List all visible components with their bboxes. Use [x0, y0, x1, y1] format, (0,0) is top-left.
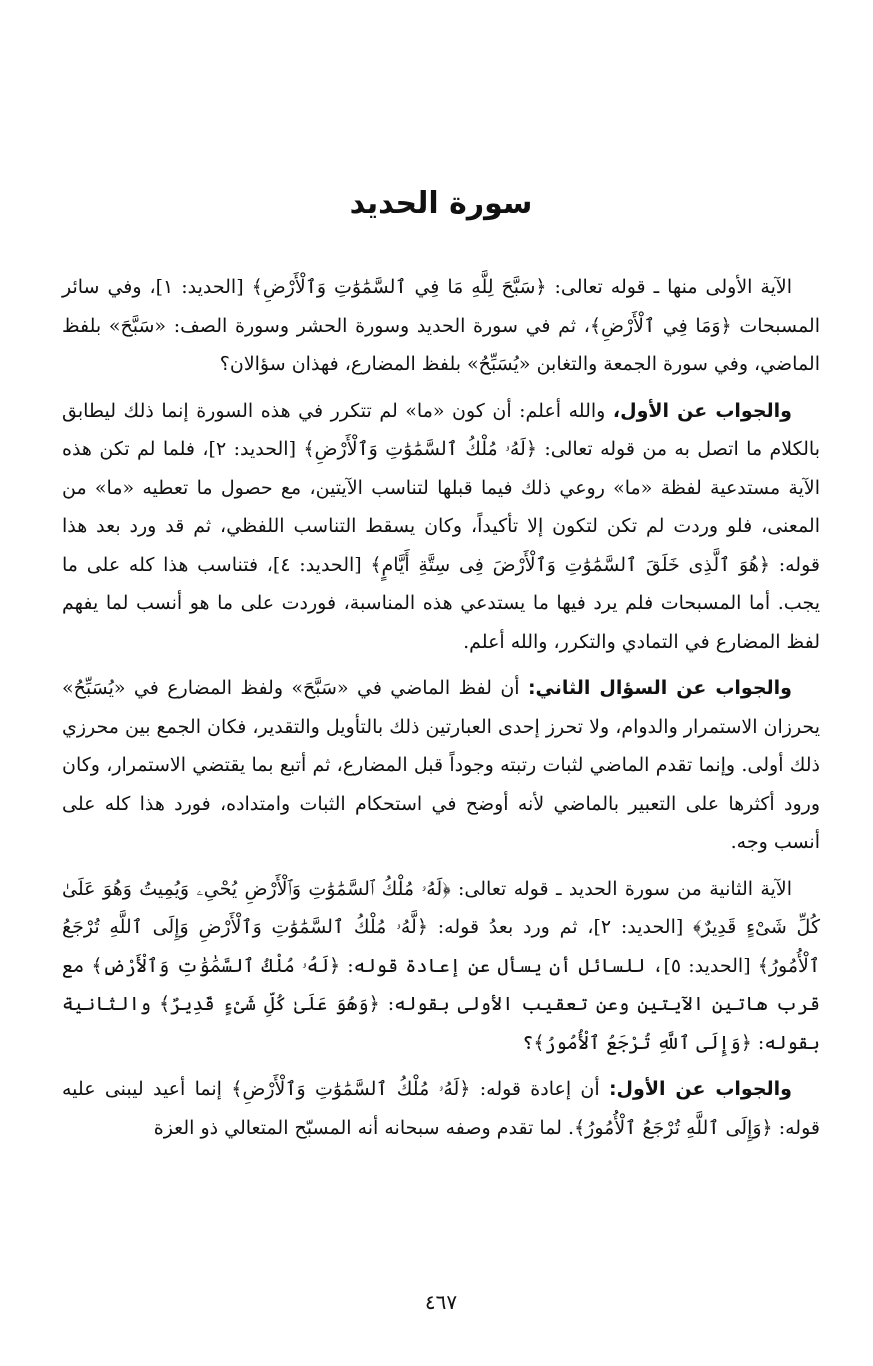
- page-number: ٤٦٧: [424, 1290, 458, 1314]
- document-page: [62, 0, 820, 1366]
- paragraph-5-lead: والجواب عن الأول:: [608, 1078, 792, 1100]
- paragraph-2-lead: والجواب عن الأول،: [612, 399, 792, 422]
- paragraph-3: [62, 669, 820, 862]
- paragraph-2-text: والله أعلم: أن كون «ما» لم تتكرر في هذه السورة إنما ذلك ليطابق بالكلام ما اتصل به من قوله تعالى: ﴿لَهُۥ مُلْكُ ٱلسَّمَٰوَٰتِ وَٱلْأَرْضِ﴾ [الحديد: ٢]، فلما لم تكن هذه الآية مستدعية لفظة «ما» روعي ذلك فيما قبلها لتناسب الآيتين، مع حصول ما تعطيه «ما» من المعنى، فلو وردت لم تكن لتكون إلا تأكيداً، وكان يسقط التناسب اللفظي، ثم قد ورد بعد هذا قوله: ﴿هُوَ ٱلَّذِى خَلَقَ ٱلسَّمَٰوَٰتِ وَٱلْأَرْضَ فِى سِتَّةِ أَيَّامٍ﴾ [الحديد: ٤]، فتناسب هذا كله على ما يجب. أما المسبحات فلم يرد فيها ما يستدعي هذه المناسبة، فوردت على ما هو أنسب لما يفهم لفظ المضارع في التمادي والتكرر، والله أعلم.: [62, 399, 820, 653]
- paragraph-1: [62, 268, 820, 384]
- page-title: سورة الحديد: [349, 186, 533, 221]
- paragraph-5: [62, 1070, 820, 1147]
- paragraph-2: [62, 392, 820, 662]
- paragraph-4-text: الآية الثانية من سورة الحديد ـ قوله تعالى: ﴿لَهُۥ مُلْكُ ٱلسَّمَٰوَٰتِ وَٱلْأَرْضِ يُحْىِۦ وَيُمِيتُ وَهُوَ عَلَىٰ كُلِّ شَىْءٍ قَدِيرٌ﴾ [الحديد: ٢]، ثم ورد بعدُ قوله: ﴿لَّهُۥ مُلْكُ ٱلسَّمَٰوَٰتِ وَٱلْأَرْضِ وَإِلَى ٱللَّهِ تُرْجَعُ ٱلْأُمُورُ﴾ [الحديد: ٥]، للسائل أن يسأل عن إعادة قوله: ﴿لَهُۥ مُلْكُ ٱلسَّمَٰوَٰتِ وَٱلْأَرْضِ﴾ مع قرب هاتين الآيتين وعن تعقيب الأولى بقوله: ﴿وَهُوَ عَلَىٰ كُلِّ شَىْءٍ قَدِيرٌ﴾ والثانية بقوله: ﴿وَإِلَى ٱللَّهِ تُرْجَعُ ٱلْأُمُورُ﴾؟: [62, 877, 820, 1054]
- paragraph-3-text: أن لفظ الماضي في «سَبَّحَ» ولفظ المضارع في «يُسَبِّحُ» يحرزان الاستمرار والدوام، ولا تحرز إحدى العبارتين ذلك بالتأويل والتقدير، فكان الجمع بين محرزي ذلك أولى. وإنما تقدم الماضي لثبات رتبته وجوداً قبل المضارع، ثم أتبع بما يقتضي الاستمرار، وكان ورود أكثرها على التعبير بالماضي لأنه أوضح في استحكام الثبات وامتداده، فورد هذا كله على أنسب وجه.: [62, 677, 820, 853]
- paragraph-1-text: الآية الأولى منها ـ قوله تعالى: ﴿سَبَّحَ لِلَّهِ مَا فِي ٱلسَّمَٰوَٰتِ وَٱلْأَرْضِ﴾ [الحديد: ١]، وفي سائر المسبحات ﴿وَمَا فِي ٱلْأَرْضِ﴾، ثم في سورة الحديد وسورة الحشر وسورة الصف: «سَبَّحَ» بلفظ الماضي، وفي سورة الجمعة والتغابن «يُسَبِّحُ» بلفظ المضارع، فهذان سؤالان؟: [62, 276, 820, 375]
- document-body: [62, 268, 820, 1155]
- paragraph-3-lead: والجواب عن السؤال الثاني:: [527, 677, 792, 699]
- paragraph-4: [62, 870, 820, 1063]
- paragraph-5-text: أن إعادة قوله: ﴿لَهُۥ مُلْكُ ٱلسَّمَٰوَٰتِ وَٱلْأَرْضِ﴾ إنما أعيد ليبنى عليه قوله: ﴿وَإِلَى ٱللَّهِ تُرْجَعُ ٱلْأُمُورُ﴾. لما تقدم وصفه سبحانه أنه المسبّح المتعالي ذو العزة: [62, 1078, 820, 1139]
